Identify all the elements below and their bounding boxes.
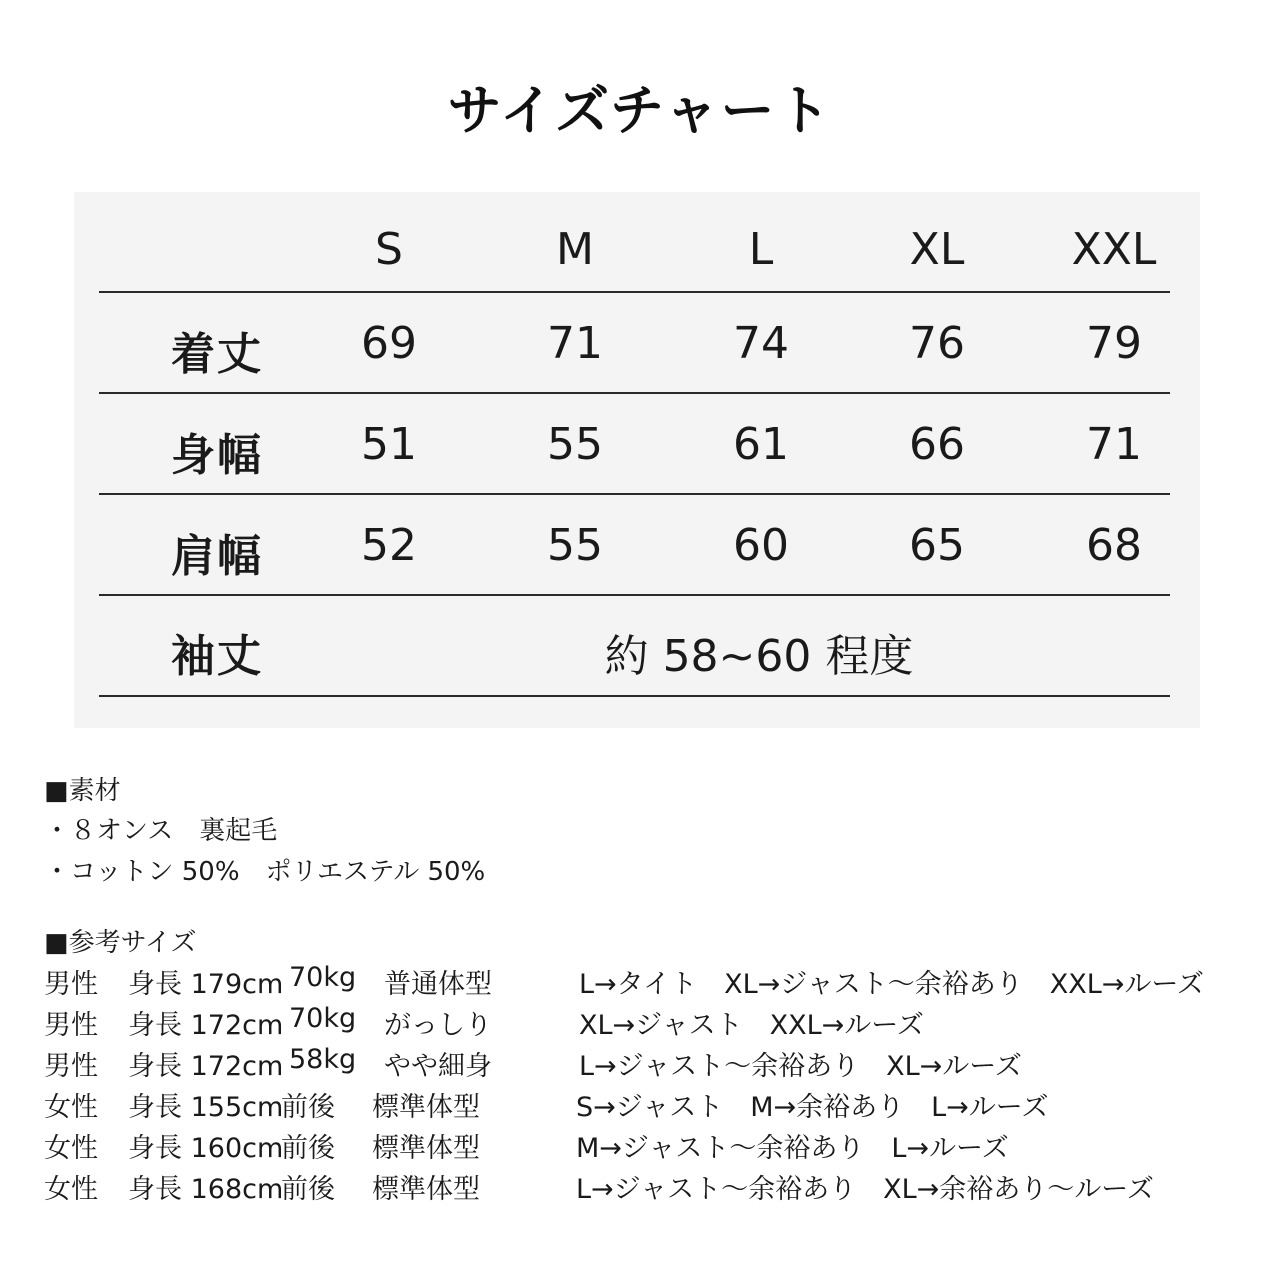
table-cell: 52 [361,520,417,571]
ref-weight: 70kg [289,1003,357,1034]
ref-weight: 前後 [281,1174,335,1205]
divider [99,695,1170,697]
ref-build: 標準体型 [372,1174,480,1205]
size-xxl-header: XXL [1071,224,1157,275]
ref-build: 標準体型 [372,1092,480,1123]
ref-fit: XL→ジャスト XXL→ルーズ [579,1010,924,1041]
ref-height: 身長 179cm [128,969,284,1000]
ref-build: がっしり [384,1010,492,1041]
size-l-header: L [748,224,774,275]
ref-height: 身長 160cm [128,1133,284,1164]
table-cell: 61 [733,419,789,470]
divider [99,291,1170,293]
ref-height: 身長 172cm [128,1051,284,1082]
ref-weight: 前後 [281,1133,335,1164]
ref-gender: 女性 [44,1133,98,1164]
table-cell: 55 [547,520,603,571]
ref-gender: 女性 [44,1174,98,1205]
sleeve-value: 約 58~60 程度 [604,631,914,682]
row-label: 袖丈 [171,631,263,682]
material-item: ・８オンス 裏起毛 [44,816,278,846]
table-cell: 55 [547,419,603,470]
table-cell: 71 [547,318,603,369]
material-item: ・コットン 50% ポリエステル 50% [44,857,486,887]
ref-gender: 男性 [44,969,98,1000]
reference-row [44,1044,1244,1080]
divider [99,392,1170,394]
ref-weight: 前後 [281,1092,335,1123]
table-cell: 79 [1086,318,1142,369]
size-s-header: S [375,224,403,275]
ref-fit: L→タイト XL→ジャスト～余裕あり XXL→ルーズ [579,969,1205,1000]
size-xl-header: XL [909,224,965,275]
ref-fit: S→ジャスト M→余裕あり L→ルーズ [576,1092,1049,1123]
size-m-header: M [556,224,594,275]
ref-build: 標準体型 [372,1133,480,1164]
row-label: 身幅 [171,430,263,481]
material-heading: ■素材 [44,776,121,806]
reference-row [44,962,1244,998]
divider [99,594,1170,596]
table-cell: 68 [1086,520,1142,571]
table-cell: 76 [909,318,965,369]
reference-heading: ■参考サイズ [44,928,197,958]
reference-row [44,1085,1244,1121]
table-cell: 51 [361,419,417,470]
ref-weight: 70kg [289,962,357,993]
page-title: サイズチャート [447,79,833,142]
row-label: 着丈 [171,329,263,380]
ref-fit: L→ジャスト～余裕あり XL→ルーズ [579,1051,1022,1082]
ref-fit: L→ジャスト～余裕あり XL→余裕あり～ルーズ [576,1174,1154,1205]
table-cell: 74 [733,318,789,369]
divider [99,493,1170,495]
ref-gender: 女性 [44,1092,98,1123]
ref-weight: 58kg [289,1044,357,1075]
ref-gender: 男性 [44,1010,98,1041]
ref-fit: M→ジャスト～余裕あり L→ルーズ [576,1133,1009,1164]
table-cell: 65 [909,520,965,571]
reference-row [44,1003,1244,1039]
ref-height: 身長 155cm [128,1092,284,1123]
reference-row [44,1126,1244,1162]
ref-build: 普通体型 [384,969,492,1000]
row-label: 肩幅 [171,531,263,582]
table-cell: 66 [909,419,965,470]
reference-row [44,1167,1244,1203]
table-cell: 60 [733,520,789,571]
ref-height: 身長 172cm [128,1010,284,1041]
ref-height: 身長 168cm [128,1174,284,1205]
ref-build: やや細身 [384,1051,492,1082]
table-cell: 69 [361,318,417,369]
table-cell: 71 [1086,419,1142,470]
ref-gender: 男性 [44,1051,98,1082]
